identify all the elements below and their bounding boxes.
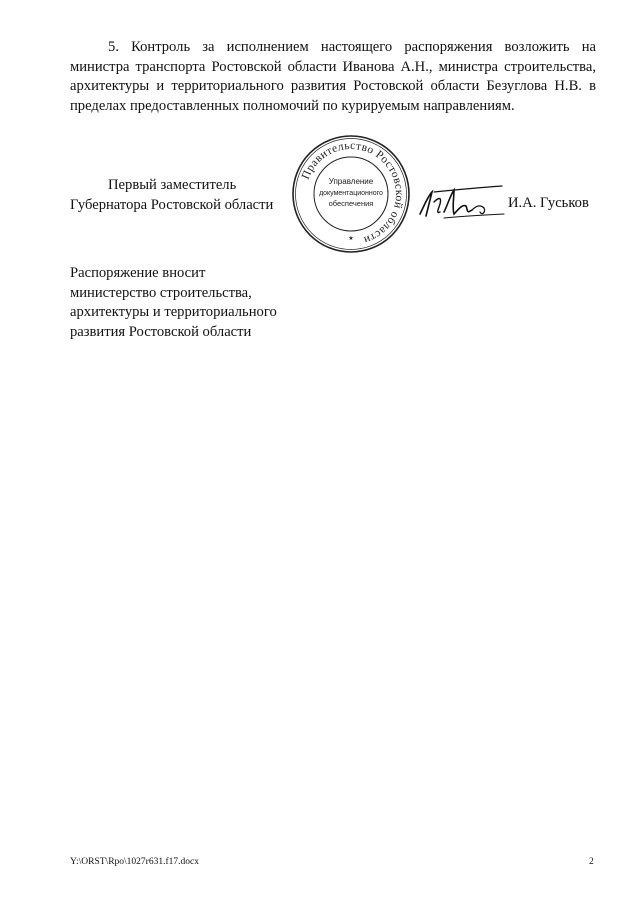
signer-name: И.А. Гуськов bbox=[508, 195, 589, 211]
official-seal bbox=[290, 133, 412, 255]
paragraph-5: 5. Контроль за исполнением настоящего распоряжения возложить на министра транспорта Ростовской области Иванова А.Н., министра строительства, архитектуры и территориального развития Ростовской области Безуглова Н.В. в пределах предоставленных полномочий по курируемым направлениям. bbox=[70, 39, 596, 114]
seal-inner-line-1: Управление bbox=[328, 177, 374, 186]
seal-outer-text: Правительство Ростовской области bbox=[299, 139, 406, 247]
seal-inner-line-2: документационного bbox=[319, 190, 383, 197]
signatory-title-line-2: Губернатора Ростовской области bbox=[70, 196, 274, 213]
submitted-by-note bbox=[70, 264, 330, 342]
submitted-by-line-4: развития Ростовской области bbox=[70, 323, 252, 340]
footer-file-path: Y:\ORST\Rpo\1027r631.f17.docx bbox=[70, 857, 199, 867]
signatory-title bbox=[70, 176, 290, 215]
signatory-title-line-1: Первый заместитель bbox=[108, 177, 237, 193]
footer-page-number: 2 bbox=[589, 857, 594, 867]
seal-star-icon: ★ bbox=[348, 235, 354, 242]
submitted-by-line-2: министерство строительства, bbox=[70, 284, 252, 301]
handwritten-signature bbox=[414, 182, 506, 226]
seal-inner-line-3: обеспечения bbox=[328, 199, 374, 208]
submitted-by-line-1: Распоряжение вносит bbox=[70, 265, 206, 281]
submitted-by-line-3: архитектуры и территориального bbox=[70, 304, 277, 320]
